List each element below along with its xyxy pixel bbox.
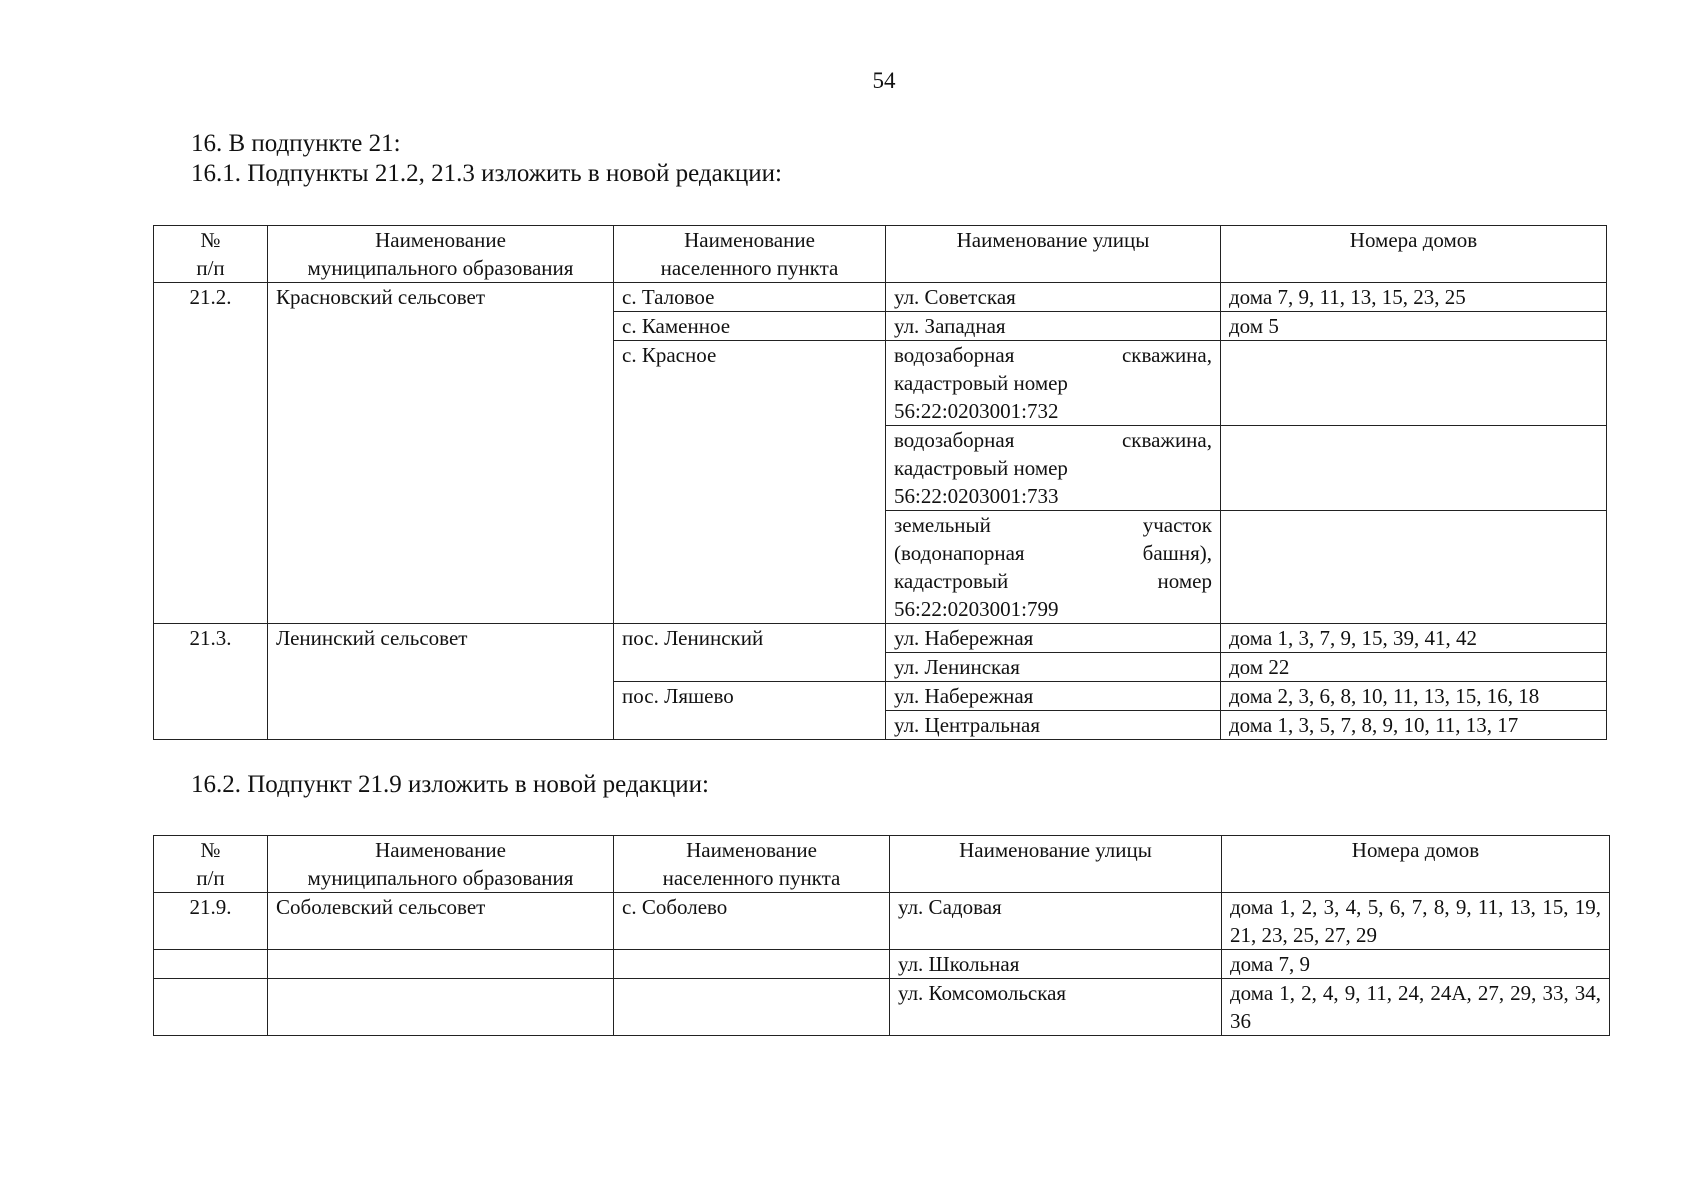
settlement-cell: с. Соболево [614,893,890,950]
street-cell: ул. Школьная [890,950,1222,979]
row-number: 21.9. [154,893,268,950]
street-cell: водозаборная скважина, кадастровый номер 56:22:0203001:732 [886,341,1221,426]
header-houses: Номера домов [1221,226,1607,283]
street-cell: ул. Садовая [890,893,1222,950]
table-row [154,283,1607,312]
settlement-cell: с. Каменное [614,312,886,341]
street-cell: ул. Ленинская [886,653,1221,682]
street-cell: земельный участок (водонапорная башня), кадастровый номер 56:22:0203001:799 [886,511,1221,624]
municipality-cell: Красновский сельсовет [268,283,614,624]
page-number: 54 [872,68,896,93]
row-number: 21.3. [154,624,268,740]
subsection-heading: 16.1. Подпункты 21.2, 21.3 изложить в новой редакции: [191,160,782,187]
houses-cell [1221,426,1607,511]
header-settlement: Наименование населенного пункта [614,226,886,283]
table-row [154,624,1607,653]
settlement-cell [614,950,890,979]
houses-cell: дома 7, 9 [1222,950,1610,979]
houses-cell: дом 5 [1221,312,1607,341]
houses-cell: дома 1, 2, 4, 9, 11, 24, 24А, 27, 29, 33, 34, 36 [1222,979,1610,1036]
header-settlement: Наименование населенного пункта [614,836,890,893]
header-num: № п/п [154,226,268,283]
table-header-row [154,836,1610,893]
street-cell: водозаборная скважина, кадастровый номер 56:22:0203001:733 [886,426,1221,511]
street-cell: ул. Советская [886,283,1221,312]
table-row [154,950,1610,979]
houses-cell [1221,511,1607,624]
municipality-cell: Соболевский сельсовет [268,893,614,950]
street-cell: ул. Центральная [886,711,1221,740]
settlement-cell [614,979,890,1036]
header-municipality: Наименование муниципального образования [268,226,614,283]
row-number [154,979,268,1036]
street-cell: ул. Комсомольская [890,979,1222,1036]
municipality-cell [268,950,614,979]
houses-cell: дома 1, 3, 5, 7, 8, 9, 10, 11, 13, 17 [1221,711,1607,740]
header-num: № п/п [154,836,268,893]
settlement-cell: пос. Ляшево [614,682,886,740]
houses-cell: дома 2, 3, 6, 8, 10, 11, 13, 15, 16, 18 [1221,682,1607,711]
table-header-row [154,226,1607,283]
municipality-cell: Ленинский сельсовет [268,624,614,740]
addresses-table-2 [153,835,1610,1036]
subsection-heading: 16.2. Подпункт 21.9 изложить в новой редакции: [191,771,709,798]
settlement-cell: пос. Ленинский [614,624,886,682]
header-municipality: Наименование муниципального образования [268,836,614,893]
header-street: Наименование улицы [890,836,1222,893]
section-heading: 16. В подпункте 21: [191,130,401,157]
table-row [154,979,1610,1036]
houses-cell [1221,341,1607,426]
street-cell: ул. Набережная [886,624,1221,653]
houses-cell: дома 7, 9, 11, 13, 15, 23, 25 [1221,283,1607,312]
street-cell: ул. Набережная [886,682,1221,711]
header-houses: Номера домов [1222,836,1610,893]
settlement-cell: с. Таловое [614,283,886,312]
settlement-cell: с. Красное [614,341,886,624]
street-cell: ул. Западная [886,312,1221,341]
table-row [154,893,1610,950]
header-street: Наименование улицы [886,226,1221,283]
municipality-cell [268,979,614,1036]
houses-cell: дома 1, 3, 7, 9, 15, 39, 41, 42 [1221,624,1607,653]
houses-cell: дом 22 [1221,653,1607,682]
row-number [154,950,268,979]
addresses-table-1 [153,225,1607,740]
houses-cell: дома 1, 2, 3, 4, 5, 6, 7, 8, 9, 11, 13, 15, 19, 21, 23, 25, 27, 29 [1222,893,1610,950]
row-number: 21.2. [154,283,268,624]
